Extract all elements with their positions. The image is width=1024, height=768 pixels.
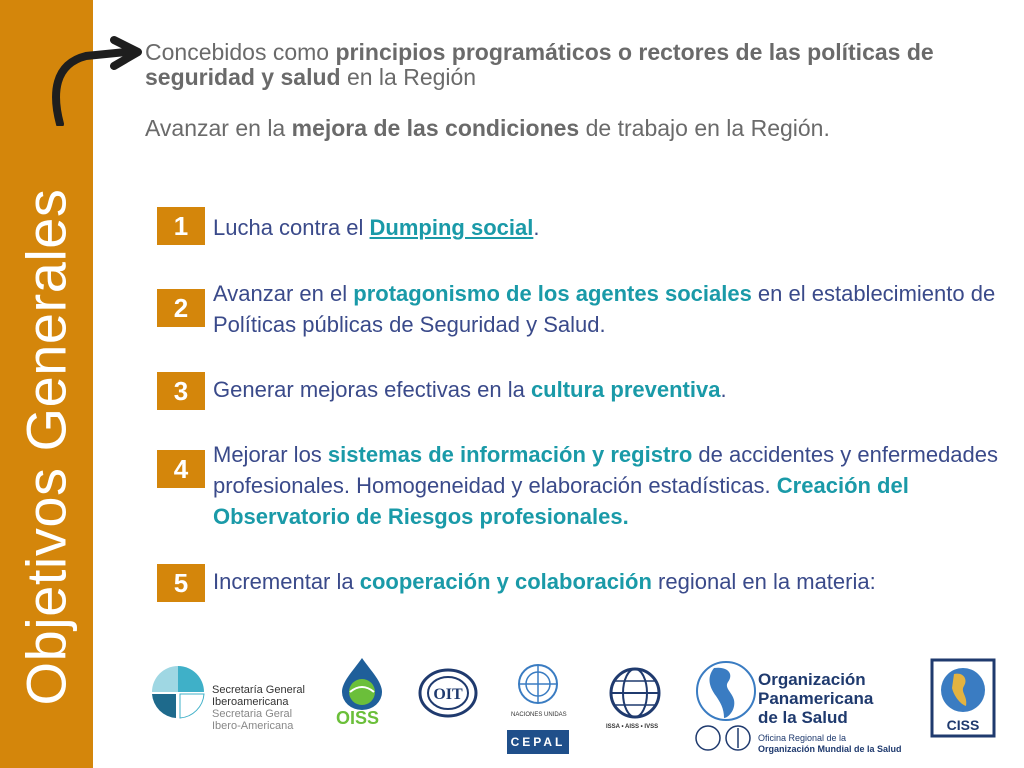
svg-text:CISS: CISS <box>946 717 980 733</box>
objective-number: 1 <box>157 207 205 245</box>
objective-text: Lucha contra el Dumping social. <box>213 215 540 240</box>
objective-number: 4 <box>157 450 205 488</box>
intro-text <box>145 40 1005 141</box>
objective-text: Generar mejoras efectivas en la cultura preventiva. <box>213 377 727 402</box>
ciss-emblem-icon <box>930 658 996 738</box>
ops-logo <box>694 660 924 752</box>
segib-text: Secretaría General Iberoamericana Secretaria Geral Ibero-Americana <box>212 684 305 732</box>
oiss-drop-icon <box>334 656 390 710</box>
cepal-logo: NACIONES UNIDAS CEPAL <box>507 662 569 756</box>
objective-number: 5 <box>157 564 205 602</box>
intro-paragraph-1: Concebidos como principios programáticos o rectores de las políticas de seguridad y salud en la Región <box>145 39 934 90</box>
curved-arrow-icon <box>46 34 144 126</box>
sidebar-title: Objetivos Generales <box>14 188 78 706</box>
oiss-logo: OISS <box>334 656 390 732</box>
americas-globe-icon <box>694 660 758 722</box>
oit-emblem-icon <box>418 668 478 718</box>
un-emblem-icon <box>507 662 569 712</box>
intro-paragraph-2: Avanzar en la mejora de las condiciones de trabajo en la Región. <box>145 115 830 141</box>
svg-text:OIT: OIT <box>433 686 463 703</box>
objective-text: Mejorar los sistemas de información y registro de accidentes y enfermedades profesionales. Homogeneidad y elaboración estadísticas. Creación del Observatorio de Riesgos profesionales. <box>213 442 999 529</box>
issa-globe-icon <box>602 666 668 720</box>
issa-logo: ISSA • AISS • IVSS <box>602 666 668 736</box>
ops-title: Organización Panamericana de la Salud <box>758 670 874 727</box>
segib-mark-icon <box>150 664 206 720</box>
objective-text: Avanzar en el protagonismo de los agentes sociales en el establecimiento de Políticas públicas de Seguridad y Salud. <box>213 281 996 337</box>
ciss-logo <box>930 658 996 738</box>
oit-logo <box>418 668 478 718</box>
segib-logo <box>150 664 310 732</box>
objective-number: 3 <box>157 372 205 410</box>
partner-logos <box>0 650 1024 760</box>
ops-subtitle: Oficina Regional de la Organización Mundial de la Salud <box>758 733 902 754</box>
objective-text: Incrementar la cooperación y colaboración regional en la materia: <box>213 569 876 594</box>
who-emblems-icon <box>694 724 752 752</box>
objective-number: 2 <box>157 289 205 327</box>
dumping-social-link[interactable]: Dumping social <box>369 215 534 240</box>
